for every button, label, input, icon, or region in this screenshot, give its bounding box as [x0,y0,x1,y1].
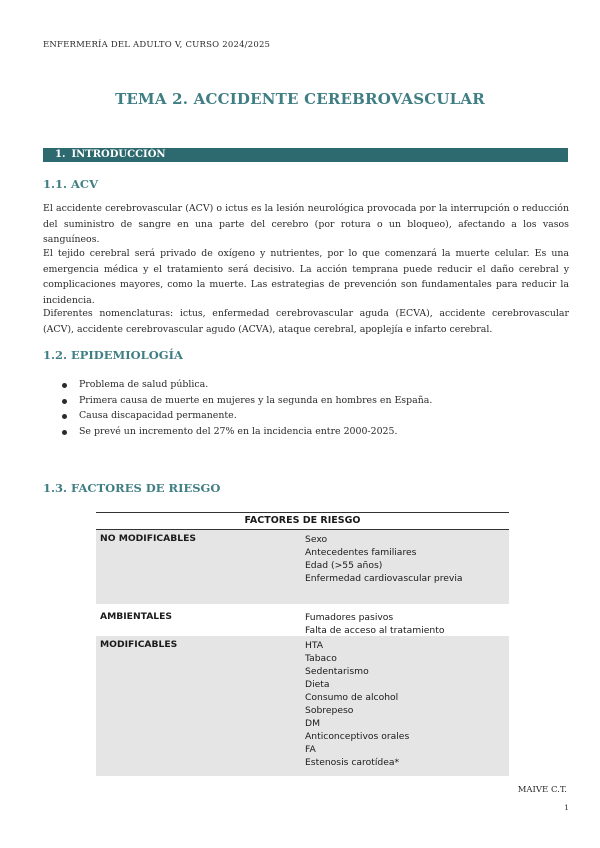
list-item: Se prevé un incremento del 27% en la incidencia entre 2000-2025. [62,424,562,440]
bullet-icon [62,399,67,404]
bullet-icon [62,430,67,435]
row-category: NO MODIFICABLES [100,533,196,544]
row-category: AMBIENTALES [100,611,173,622]
section-heading-introduccion [43,148,568,162]
table-row [96,605,509,636]
row-items: Fumadores pasivos Falta de acceso al tratamiento [305,612,445,636]
table-row [96,530,509,605]
page-title: TEMA 2. ACCIDENTE CEREBROVASCULAR [115,90,485,108]
row-items: HTA Tabaco Sedentarismo Dieta Consumo de alcohol Sobrepeso DM Anticonceptivos orales FA Estenosis carotídea* [305,640,410,768]
paragraph-acv-consequences: El tejido cerebral será privado de oxígeno y nutrientes, por lo que comenzará la muerte celular. Es una emergencia médica y el tratamiento será decisivo. La acción temprana puede reducir el daño cerebral y complicaciones mayores, como la muerte. Las estrategias de prevención son fundamentales para reducir la incidencia. [43,248,569,306]
row-category: MODIFICABLES [100,639,178,650]
bullet-icon [62,383,67,388]
list-item: Causa discapacidad permanente. [62,408,562,424]
bullet-icon [62,414,67,419]
epidemiology-list [62,377,562,439]
list-item: Primera causa de muerte en mujeres y la segunda en hombres en España. [62,393,562,409]
subheading-factores-riesgo: 1.3. FACTORES DE RIESGO [43,481,221,495]
subheading-acv: 1.1. ACV [43,177,99,191]
table-header: FACTORES DE RIESGO [96,512,509,530]
list-item: Problema de salud pública. [62,377,562,393]
paragraph-acv-nomenclature: Diferentes nomenclaturas: ictus, enfermedad cerebrovascular aguda (ECVA), accidente cerebrovascular (ACV), accidente cerebrovascular agudo (ACVA), ataque cerebral, apoplejía e infarto cerebral. [43,308,569,335]
paragraph-acv-definition: El accidente cerebrovascular (ACV) o ictus es la lesión neurológica provocada por la interrupción o reducción del suministro de sangre en una parte del cerebro (por rotura o un bloqueo), afectando a los vasos sanguíneos. [43,203,569,245]
document-header: ENFERMERÍA DEL ADULTO V, CURSO 2024/2025 [43,40,271,50]
subheading-epidemiologia: 1.2. EPIDEMIOLOGÍA [43,348,183,362]
section-number: 1. [55,149,66,160]
risk-factors-table [96,512,509,777]
section-label: INTRODUCCIÓN [71,149,166,160]
page-number: 1 [564,803,569,812]
row-items: Sexo Antecedentes familiares Edad (>55 años) Enfermedad cardiovascular previa [305,534,463,584]
table-row [96,636,509,777]
footer-author: MAIVE C.T. [517,785,567,795]
